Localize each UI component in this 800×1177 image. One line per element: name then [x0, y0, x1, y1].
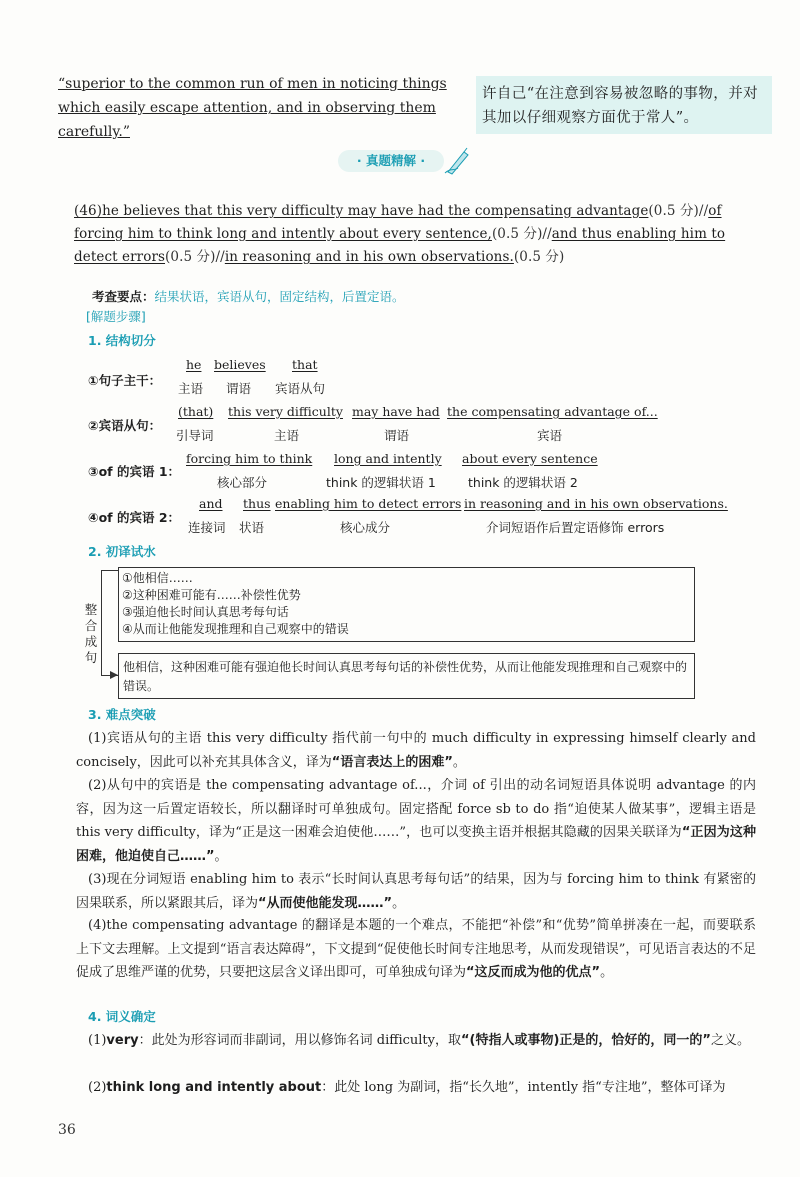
top-chinese-translation: 许自己“在注意到容易被忽略的事物，并对其加以仔细观察方面优于常人”。 [476, 76, 772, 134]
row1-label: ①句子主干： [88, 373, 162, 388]
key-points [92, 287, 405, 305]
row2-item3-zh: 谓语 [384, 428, 410, 443]
row2-item1-zh: 引导词 [176, 428, 214, 443]
row1-item3-zh: 宾语从句 [275, 381, 326, 396]
steps-label: [解题步骤] [86, 309, 146, 324]
key-points-value: 结果状语，宾语从句，固定结构，后置定语。 [154, 289, 405, 304]
row1-item1-zh: 主语 [178, 381, 204, 396]
list-item: ①他相信…… [122, 571, 193, 585]
section-title: · 真题精解 · [338, 150, 444, 172]
step2-heading: 2. 初译试水 [88, 544, 156, 559]
step1-heading: 1. 结构切分 [88, 333, 156, 348]
answer-score-4: (0.5 分) [513, 249, 565, 265]
answer-part-4: in reasoning and in his own observations. [224, 249, 514, 265]
row4-item1-en: and [199, 496, 223, 511]
answer-part-2: of forcing him to think long and intently about every sentence, [74, 203, 722, 242]
row2-item4-zh: 宾语 [537, 428, 563, 443]
row1-item2-zh: 谓语 [226, 381, 252, 396]
term: think long and intently about [106, 1080, 322, 1095]
answer-score-2: (0.5 分)// [491, 226, 552, 242]
key-points-label: 考查要点： [92, 289, 155, 304]
row4-label: ④of 的宾语 2： [88, 510, 181, 525]
row4-item3-en: enabling him to detect errors [275, 496, 462, 511]
row1-item2-en: believes [214, 357, 266, 372]
row2-label: ②宾语从句： [88, 418, 162, 433]
difficulty-para-1: (1)宾语从句的主语 this very difficulty 指代前一句中的 much difficulty in expressing himself clearly and concisely，因此可以补充其具体含义，译为“语言表达上的困难”。 [76, 731, 756, 770]
row3-item2-zh: think 的逻辑状语 1 [326, 475, 436, 490]
answer-paragraph [74, 200, 746, 269]
top-english-quote: “superior to the common run of men in noticing things which easily escape attention, and in observing them carefully.” [58, 76, 447, 140]
row3-label: ③of 的宾语 1： [88, 464, 181, 479]
key-translation: “正因为这种困难，他迫使自己……” [76, 825, 756, 864]
row2-item3-en: may have had [352, 404, 440, 419]
key-translation: “从而使他能发现……” [258, 895, 393, 911]
row2-item1-en: (that) [178, 404, 214, 419]
row4-item2-zh: 状语 [239, 520, 265, 535]
side-label: 整合成句 [84, 602, 98, 665]
key-translation: “语言表达上的困难” [331, 754, 453, 770]
answer-score-3: (0.5 分)// [165, 249, 225, 265]
difficulty-para-4: (4)the compensating advantage 的翻译是本题的一个难点，不能把“补偿”和“优势”简单拼凑在一起，而要联系上下文去理解。上文提到“语言表达障碍”，下文提到“促使他长时间专注地思考，从而发现错误”，可见语言表达的不足促成了思维严谨的优势，只要把这层含义译出即可，可单独成句译为“这反而成为他的优点”。 [76, 918, 756, 980]
answer-part-1: (46)he believes that this very difficulty may have had the compensating advantage [74, 203, 649, 219]
row4-item4-zh: 介词短语作后置定语修饰 errors [486, 520, 665, 535]
row3-item2-en: long and intently [334, 451, 442, 466]
answer-score-1: (0.5 分)// [648, 203, 709, 219]
initial-translation-box [118, 567, 695, 642]
key-translation: “这反而成为他的优点” [466, 965, 601, 980]
difficulty-para-2: (2)从句中的宾语是 the compensating advantage of...，介词 of 引出的动名词短语具体说明 advantage 的内容，因为这一后置定语较长，所以翻译时可单独成句。固定搭配 force sb to do 指“迫使某人做某事”，逻辑主语是 this very difficulty，译为“正是这一困难会迫使他……”，也可以变换主语并根据其隐藏的因果关联译为“正因为这种困难，他迫使自己……”。 [76, 778, 756, 864]
row4-item2-en: thus [243, 496, 271, 511]
arrow-icon [110, 671, 118, 679]
row2-item2-zh: 主语 [274, 428, 300, 443]
row3-item1-zh: 核心部分 [217, 475, 268, 490]
bracket-line [101, 570, 118, 676]
key-translation: “(特指人或事物)正是的，恰好的，同一的” [461, 1033, 711, 1048]
row4-item1-zh: 连接词 [188, 520, 226, 535]
row3-item3-zh: think 的逻辑状语 2 [468, 475, 578, 490]
term: very [106, 1033, 139, 1048]
integrated-translation-box: 他相信，这种困难可能有强迫他长时间认真思考每句话的补偿性优势，从而让他能发现推理和自己观察中的错误。 [118, 653, 695, 699]
row4-item4-en: in reasoning and in his own observations. [464, 496, 728, 511]
meaning-para-2: (2)think long and intently about：此处 long 为副词，指“长久地”，intently 指“专注地”，整体可译为 [88, 1080, 726, 1095]
page-number: 36 [58, 1122, 76, 1138]
list-item: ④从而让他能发现推理和自己观察中的错误 [122, 622, 349, 636]
list-item: ③强迫他长时间认真思考每句话 [122, 605, 289, 619]
row3-item1-en: forcing him to think [186, 451, 313, 466]
row4-item3-zh: 核心成分 [340, 520, 391, 535]
step3-heading: 3. 难点突破 [88, 707, 156, 722]
step4-heading: 4. 词义确定 [88, 1009, 156, 1024]
section-heading [338, 150, 466, 174]
row2-item2-en: this very difficulty [228, 404, 343, 419]
difficulty-para-3: (3)现在分词短语 enabling him to 表示“长时间认真思考每句话”的结果，因为与 forcing him to think 有紧密的因果联系，所以紧跟其后，译为“从而使他能发现……”。 [76, 872, 756, 911]
meaning-para-1: (1)very：此处为形容词而非副词，用以修饰名词 difficulty，取“(特指人或事物)正是的，恰好的，同一的”之义。 [88, 1033, 750, 1048]
pen-icon [442, 146, 472, 176]
row3-item3-en: about every sentence [462, 451, 598, 466]
row1-item3-en: that [292, 357, 318, 372]
answer-part-3: and thus enabling him to detect errors [74, 226, 726, 265]
list-item: ②这种困难可能有……补偿性优势 [122, 588, 301, 602]
row2-item4-en: the compensating advantage of... [447, 404, 658, 419]
row1-item1-en: he [186, 357, 202, 372]
